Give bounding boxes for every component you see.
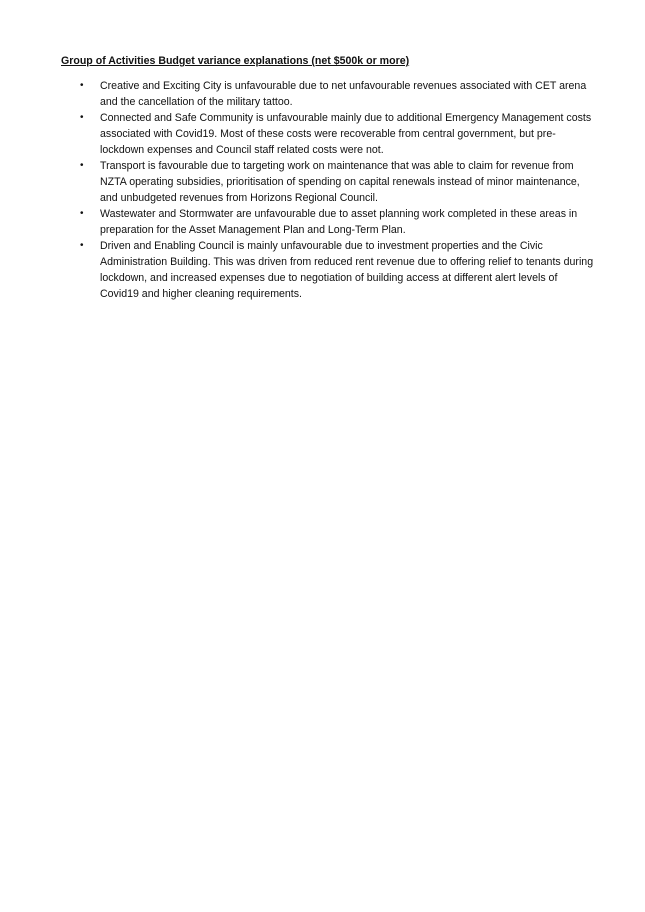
list-item [80, 78, 595, 110]
list-item [80, 158, 595, 206]
bullet-icon: • [80, 208, 84, 219]
list-item [80, 110, 595, 158]
bullet-text: Connected and Safe Community is unfavourable mainly due to additional Emergency Management costs associated with Covid19. Most of these costs were recoverable from central government, but pre-lockdown expenses and Council staff related costs were not. [100, 112, 592, 156]
variance-explanations-list [80, 78, 595, 302]
list-item [80, 206, 595, 238]
bullet-text: Creative and Exciting City is unfavourable due to net unfavourable revenues associated with CET arena and the cancellation of the military tattoo. [100, 80, 587, 108]
bullet-text: Wastewater and Stormwater are unfavourable due to asset planning work completed in these areas in preparation for the Asset Management Plan and Long-Term Plan. [100, 208, 578, 236]
list-item [80, 238, 595, 302]
bullet-text: Driven and Enabling Council is mainly unfavourable due to investment properties and the Civic Administration Building. This was driven from reduced rent revenue due to offering relief to tenants during lockdown, and increased expenses due to negotiation of building access at different alert levels of Covid19 and higher cleaning requirements. [100, 240, 594, 300]
bullet-icon: • [80, 112, 84, 123]
bullet-icon: • [80, 80, 84, 91]
bullet-icon: • [80, 240, 84, 251]
bullet-icon: • [80, 160, 84, 171]
section-heading: Group of Activities Budget variance explanations (net $500k or more) [61, 55, 410, 67]
bullet-text: Transport is favourable due to targeting work on maintenance that was able to claim for revenue from NZTA operating subsidies, prioritisation of spending on capital renewals instead of minor maintenance, and unbudgeted revenues from Horizons Regional Council. [100, 160, 580, 204]
